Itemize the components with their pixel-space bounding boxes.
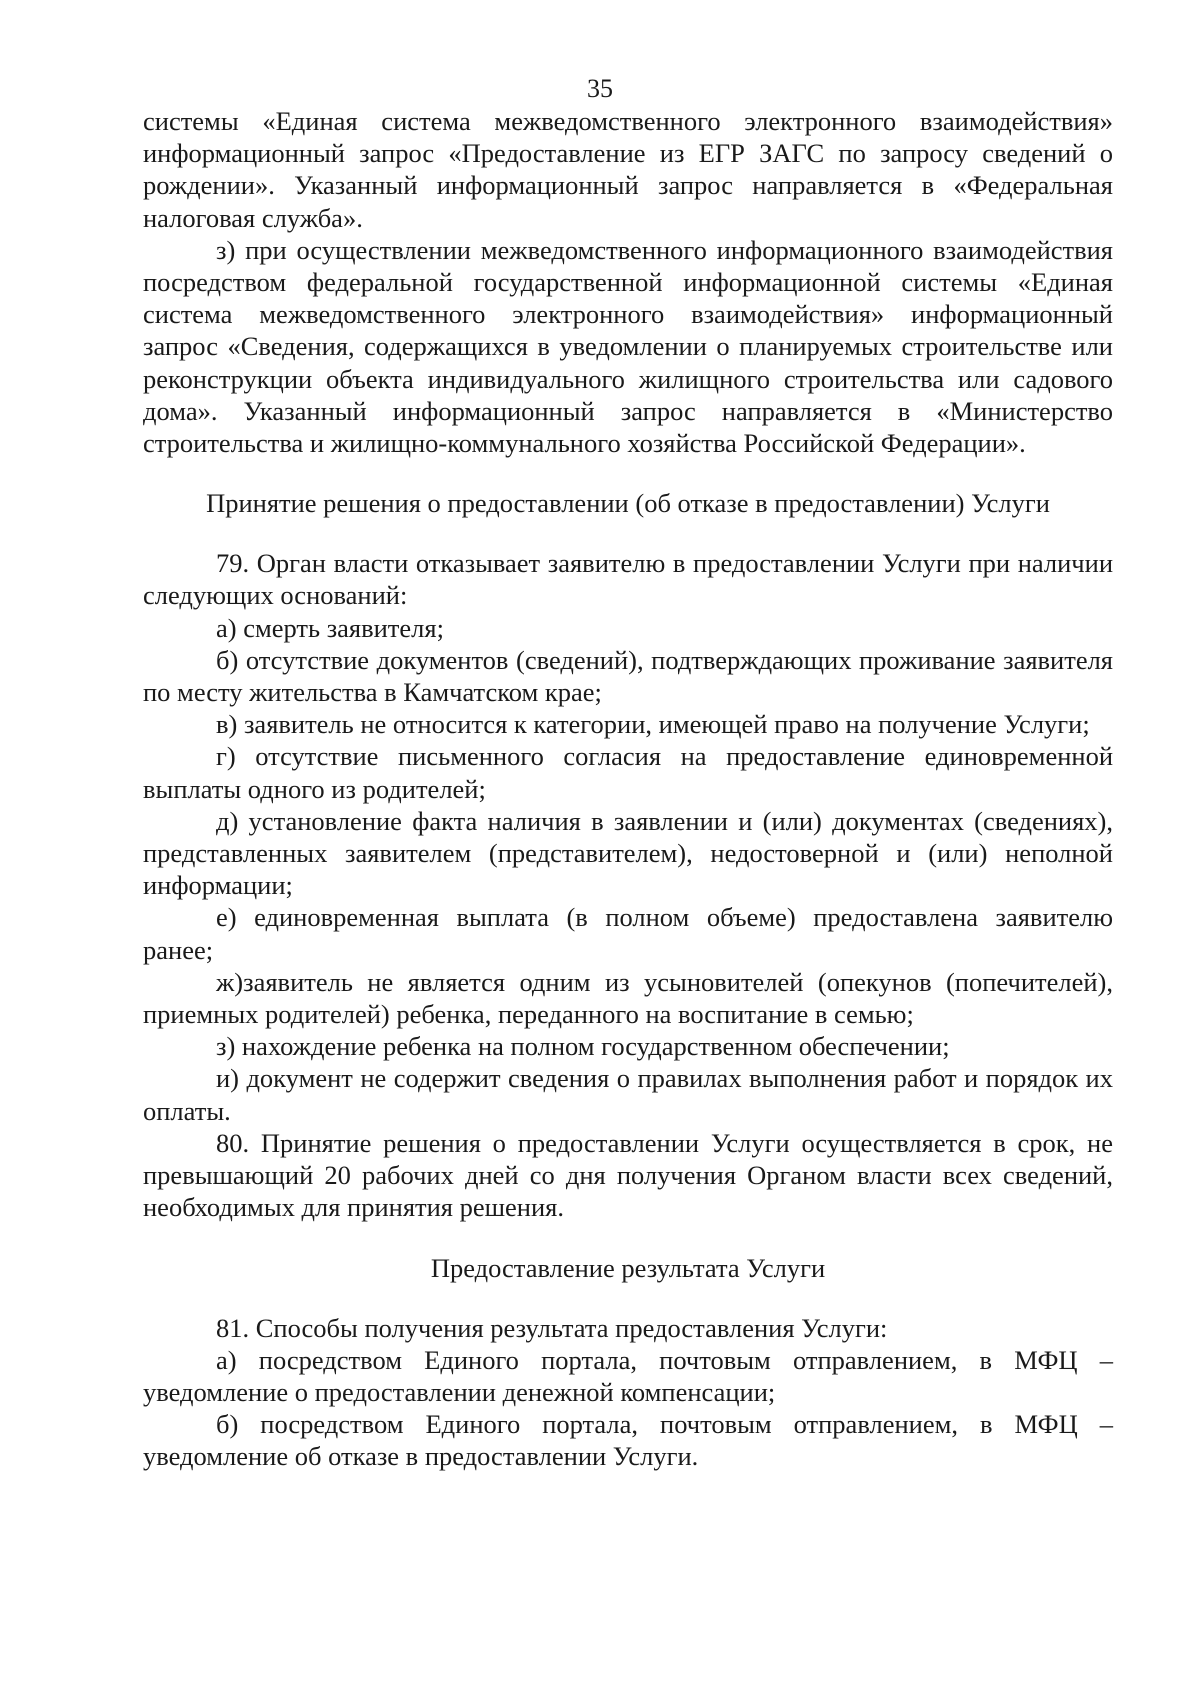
paragraph-item-z: з) при осуществлении межведомственного информационного взаимодействия посредством федеральной государственной информационной системы «Единая система межведомственного электронного взаимодействия» информационный запрос «Сведения, содержащихся в уведомлении о планируемых строительстве или реконструкции объекта индивидуального жилищного строительства или садового дома». Указанный информационный запрос направляется в «Министерство строительства и жилищно-коммунального хозяйства Российской Федерации». xyxy=(143,234,1113,459)
paragraph-continuation: системы «Единая система межведомственного электронного взаимодействия» информационный запрос «Предоставление из ЕГР ЗАГС по запросу сведений о рождении». Указанный информационный запрос направляется в «Федеральная налоговая служба». xyxy=(143,106,1113,233)
list-item-zh: ж)заявитель не является одним из усыновителей (опекунов (попечителей), приемных родителей) ребенка, переданного на воспитание в семью; xyxy=(143,966,1113,1030)
list-item-b: б) отсутствие документов (сведений), подтверждающих проживание заявителя по месту жительства в Камчатском крае; xyxy=(143,644,1113,708)
paragraph-81: 81. Способы получения результата предоставления Услуги: xyxy=(216,1312,888,1343)
list-item-i: и) документ не содержит сведения о правилах выполнения работ и порядок их оплаты. xyxy=(143,1063,1113,1126)
document-body xyxy=(143,105,1113,1473)
page-number: 35 xyxy=(587,74,613,103)
section-heading-decision: Принятие решения о предоставлении (об отказе в предоставлении) Услуги xyxy=(206,488,1050,519)
list-item-a: а) смерть заявителя; xyxy=(216,612,444,643)
paragraph-80: 80. Принятие решения о предоставлении Услуги осуществляется в срок, не превышающий 20 рабочих дней со дня получения Органом власти всех сведений, необходимых для принятия решения. xyxy=(143,1127,1113,1223)
list-item-z: з) нахождение ребенка на полном государственном обеспечении; xyxy=(216,1031,950,1062)
section-heading-result: Предоставление результата Услуги xyxy=(430,1252,826,1283)
list-item-g: г) отсутствие письменного согласия на предоставление единовременной выплаты одного из родителей; xyxy=(143,741,1113,804)
list-item-d: д) установление факта наличия в заявлении и (или) документах (сведениях), представленных заявителем (представителем), недостоверной и (или) неполной информации; xyxy=(143,805,1113,901)
result-item-b: б) посредством Единого портала, почтовым отправлением, в МФЦ – уведомление об отказе в предоставлении Услуги. xyxy=(143,1409,1113,1472)
result-item-a: а) посредством Единого портала, почтовым отправлением, в МФЦ – уведомление о предоставлении денежной компенсации; xyxy=(143,1344,1113,1407)
list-item-v: в) заявитель не относится к категории, имеющей право на получение Услуги; xyxy=(216,709,1090,740)
list-item-e: е) единовременная выплата (в полном объеме) предоставлена заявителю ранее; xyxy=(143,902,1113,965)
paragraph-79: 79. Орган власти отказывает заявителю в предоставлении Услуги при наличии следующих оснований: xyxy=(143,548,1113,611)
